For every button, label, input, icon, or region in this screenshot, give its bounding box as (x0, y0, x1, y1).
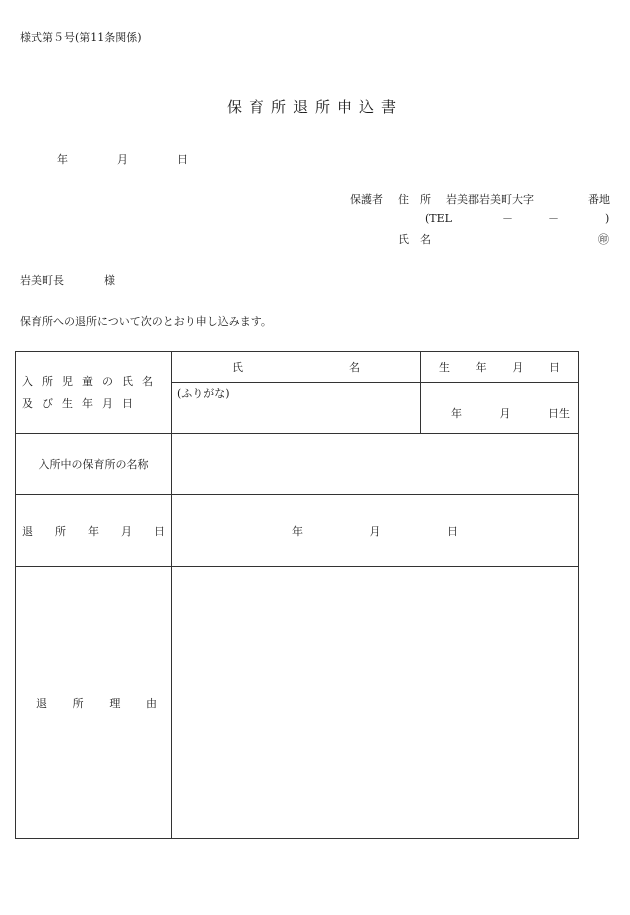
dob-header-3: 月 (512, 361, 524, 374)
nursery-label-cell (16, 434, 172, 495)
seal-mark: ㊞ (598, 233, 609, 246)
dob-year: 年 (451, 407, 462, 420)
nursery-label: 入所中の保育所の名称 (38, 458, 149, 471)
name-label: 氏 名 (398, 233, 431, 246)
dob-day: 日生 (548, 407, 570, 420)
tel-open: (TEL (425, 212, 452, 225)
withdraw-day: 日 (447, 524, 458, 538)
dob-header-4: 日 (548, 361, 560, 374)
withdraw-date-label-2: 所 (55, 524, 66, 538)
date-month: 月 (117, 153, 128, 166)
tel-dash-2: － (548, 212, 559, 225)
addressee-name: 岩美町長 (20, 274, 64, 287)
reason-label-1: 退 (36, 696, 47, 710)
withdraw-date-label-5: 日 (154, 524, 165, 538)
name-header-cell (172, 352, 421, 383)
withdraw-year: 年 (292, 524, 303, 538)
dob-header-2: 年 (475, 361, 487, 374)
nursery-name-cell[interactable] (172, 434, 579, 495)
withdraw-date-label-1: 退 (22, 524, 33, 538)
dob-month: 月 (499, 407, 511, 420)
withdraw-date-label-3: 年 (88, 524, 99, 538)
withdraw-date-label-4: 月 (121, 524, 132, 538)
date-year: 年 (57, 153, 68, 166)
child-label-cell (16, 352, 172, 434)
withdraw-date-label-cell (16, 495, 172, 567)
page-title: 保育所退所申込書 (226, 98, 403, 116)
withdraw-month: 月 (369, 524, 381, 538)
name-header-1: 氏 (232, 361, 243, 374)
reason-cell[interactable] (172, 567, 579, 839)
guardian-label: 保護者 (350, 193, 383, 206)
reason-label-4: 由 (145, 696, 157, 710)
furigana-label: (ふりがな) (177, 387, 230, 400)
reason-label-cell (16, 567, 172, 839)
withdraw-date-cell[interactable] (172, 495, 579, 567)
tel-close: ) (605, 212, 610, 225)
name-header-2: 名 (349, 361, 360, 374)
date-day: 日 (177, 153, 188, 166)
dob-header-cell (421, 352, 579, 383)
address-suffix: 番地 (588, 193, 610, 206)
tel-dash-1: － (502, 212, 513, 225)
child-name-cell[interactable] (172, 383, 421, 434)
intro-text: 保育所への退所について次のとおり申し込みます。 (20, 315, 272, 328)
address-value[interactable]: 岩美郡岩美町大字 (446, 193, 534, 206)
address-label: 住 所 (398, 193, 431, 206)
dob-cell[interactable] (421, 383, 579, 434)
child-label-line1: 入所児童の氏名 (22, 374, 162, 388)
child-label-line2: 及び生年月日 (22, 396, 142, 410)
withdrawal-table (15, 351, 579, 839)
form-number: 様式第５号(第11条関係) (20, 31, 142, 44)
addressee-honorific: 様 (104, 274, 115, 287)
reason-label-2: 所 (72, 696, 84, 710)
reason-label-3: 理 (109, 696, 121, 710)
dob-header-1: 生 (439, 361, 450, 374)
